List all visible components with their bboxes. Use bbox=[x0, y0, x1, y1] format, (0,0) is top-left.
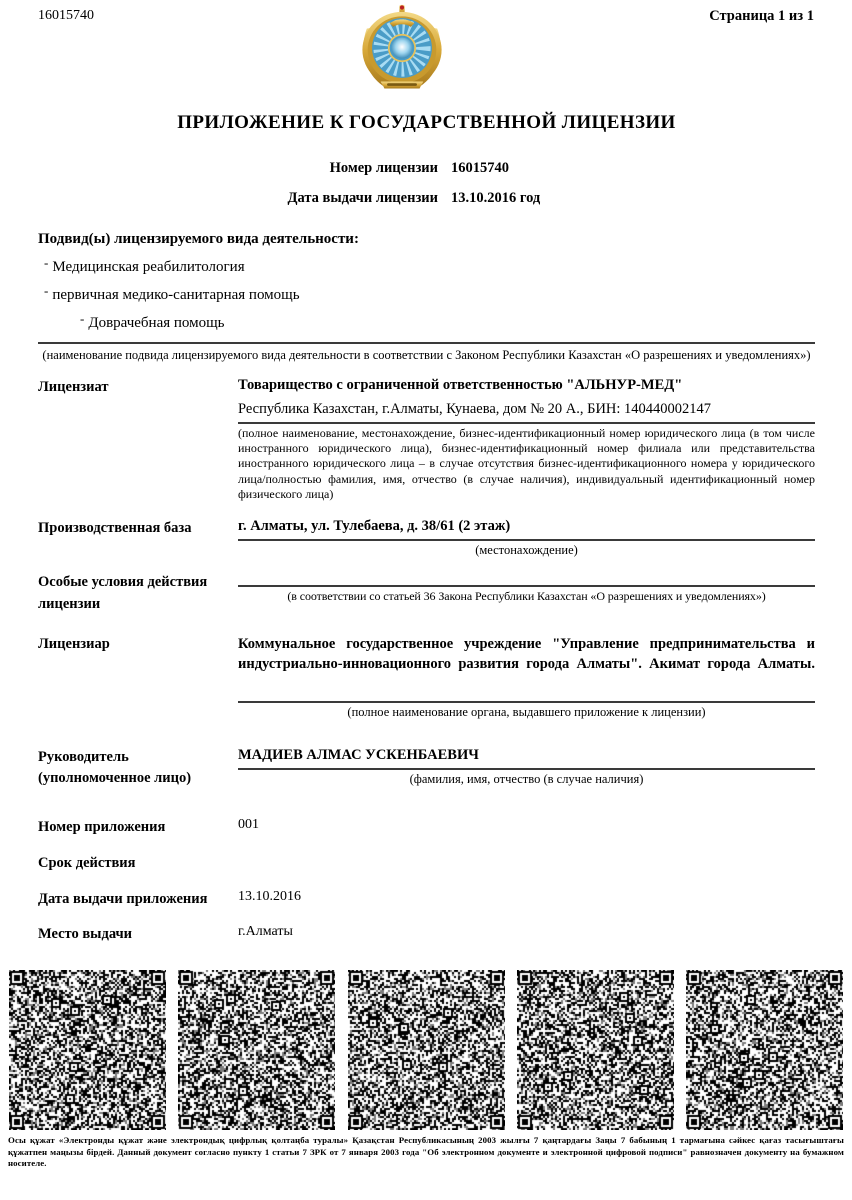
licensee-caption: (полное наименование, местонахождение, бизнес-идентификационный номер юридического лица (в том числе иностранного юридического лица), бизнес-идентификационный номер филиала или представительства иностранного юридического лица – в случае отсутствия бизнес-идентификационного номера у юридического лица/полностью фамилия, имя, отчество (в случае наличия), индивидуальный идентификационный номер физического лица) bbox=[238, 425, 815, 501]
special-conditions-caption: (в соответствии со статьей 36 Закона Республики Казахстан «О разрешениях и уведомлениях») bbox=[287, 589, 766, 604]
appendix-issue-date-label: Дата выдачи приложения bbox=[38, 890, 208, 907]
subtype-item-text: Медицинская реабилитология bbox=[52, 259, 245, 275]
licensor-value: Коммунальное государственное учреждение "Управление предпринимательства и индустриально-инновационного развития города Алматы". Акимат города Алматы. bbox=[238, 634, 815, 703]
validity-label: Срок действия bbox=[38, 854, 136, 871]
barcode-block bbox=[517, 970, 674, 1130]
appendix-number-label: Номер приложения bbox=[38, 819, 166, 836]
license-info-block bbox=[38, 160, 815, 207]
licensor-caption: (полное наименование органа, выдавшего приложение к лицензии) bbox=[347, 704, 706, 719]
appendix-issue-date-value: 13.10.2016 bbox=[238, 888, 301, 904]
licensor-label: Лицензиар bbox=[38, 635, 110, 652]
special-conditions-section bbox=[38, 572, 815, 616]
subtype-item-text: Доврачебная помощь bbox=[88, 315, 225, 331]
appendix-issue-date-row bbox=[38, 889, 815, 911]
license-number-label: Номер лицензии bbox=[329, 160, 438, 176]
dash-marker: - bbox=[44, 255, 49, 270]
production-base-caption: (местонахождение) bbox=[475, 543, 578, 558]
licensee-label: Лицензиат bbox=[38, 378, 109, 395]
production-base-value: г. Алматы, ул. Тулебаева, д. 38/61 (2 этаж) bbox=[238, 518, 815, 541]
barcode-block bbox=[178, 970, 335, 1130]
issue-place-label: Место выдачи bbox=[38, 926, 133, 943]
page-header bbox=[0, 0, 852, 92]
license-issue-date-label: Дата выдачи лицензии bbox=[287, 190, 438, 206]
subtype-item-text: первичная медико-санитарная помощь bbox=[52, 287, 300, 303]
license-number-row bbox=[38, 160, 815, 177]
barcode-strip bbox=[0, 970, 852, 1130]
horizontal-rule bbox=[38, 342, 815, 344]
license-number-value: 16015740 bbox=[451, 160, 509, 176]
production-base-section bbox=[38, 518, 815, 558]
dash-marker: - bbox=[44, 283, 49, 298]
issue-place-row bbox=[38, 924, 815, 946]
appendix-number-value: 001 bbox=[238, 817, 259, 833]
barcode-block bbox=[9, 970, 166, 1130]
kazakhstan-emblem-icon bbox=[356, 4, 448, 92]
licensor-section bbox=[38, 634, 815, 720]
dash-marker: - bbox=[80, 311, 85, 326]
document-number: 16015740 bbox=[38, 8, 94, 23]
subtype-item bbox=[38, 283, 815, 304]
document-title: ПРИЛОЖЕНИЕ К ГОСУДАРСТВЕННОЙ ЛИЦЕНЗИИ bbox=[177, 112, 676, 133]
barcode-block bbox=[348, 970, 505, 1130]
subtype-item bbox=[38, 311, 815, 332]
production-base-label: Производственная база bbox=[38, 520, 192, 537]
subtype-item bbox=[38, 255, 815, 276]
appendix-number-row bbox=[38, 817, 815, 839]
subtypes-heading: Подвид(ы) лицензируемого вида деятельности: bbox=[38, 231, 359, 247]
head-official-caption: (фамилия, имя, отчество (в случае наличия) bbox=[409, 771, 644, 786]
head-official-name: МАДИЕВ АЛМАС УСКЕНБАЕВИЧ bbox=[238, 747, 815, 770]
blank-field-line bbox=[238, 572, 815, 587]
license-issue-date-row bbox=[38, 190, 815, 207]
license-issue-date-value: 13.10.2016 год bbox=[451, 190, 541, 206]
issue-place-value: г.Алматы bbox=[238, 924, 293, 940]
special-conditions-label: Особые условия действия лицензии bbox=[38, 574, 208, 613]
legal-footer-text: Осы құжат «Электронды құжат және электрондық цифрлық қолтаңба туралы» Қазақстан Республикасының 2003 жылғы 7 қаңтардағы Заңы 7 бабының 1 тармағына сәйкес қағаз тасығыштағы құжатпен маңызы бірдей. Данный документ согласно пункту 1 статьи 7 ЗРК от 7 января 2003 года "Об электронном документе и электронной цифровой подписи" равнозначен документу на бумажном носителе. bbox=[8, 1135, 844, 1169]
subtypes-caption: (наименование подвида лицензируемого вида деятельности в соответствии с Законом Республики Казахстан «О разрешениях и уведомлениях») bbox=[42, 348, 811, 362]
licensee-section bbox=[38, 377, 815, 503]
head-official-section bbox=[38, 747, 815, 791]
page-indicator: Страница 1 из 1 bbox=[709, 8, 814, 24]
head-official-label: Руководитель (уполномоченное лицо) bbox=[38, 748, 192, 787]
barcode-block bbox=[686, 970, 843, 1130]
licensee-address: Республика Казахстан, г.Алматы, Кунаева, дом № 20 А., БИН: 140440002147 bbox=[238, 401, 815, 424]
validity-row bbox=[38, 853, 815, 875]
licensee-name: Товарищество с ограниченной ответственностью "АЛЬНУР-МЕД" bbox=[238, 376, 683, 393]
